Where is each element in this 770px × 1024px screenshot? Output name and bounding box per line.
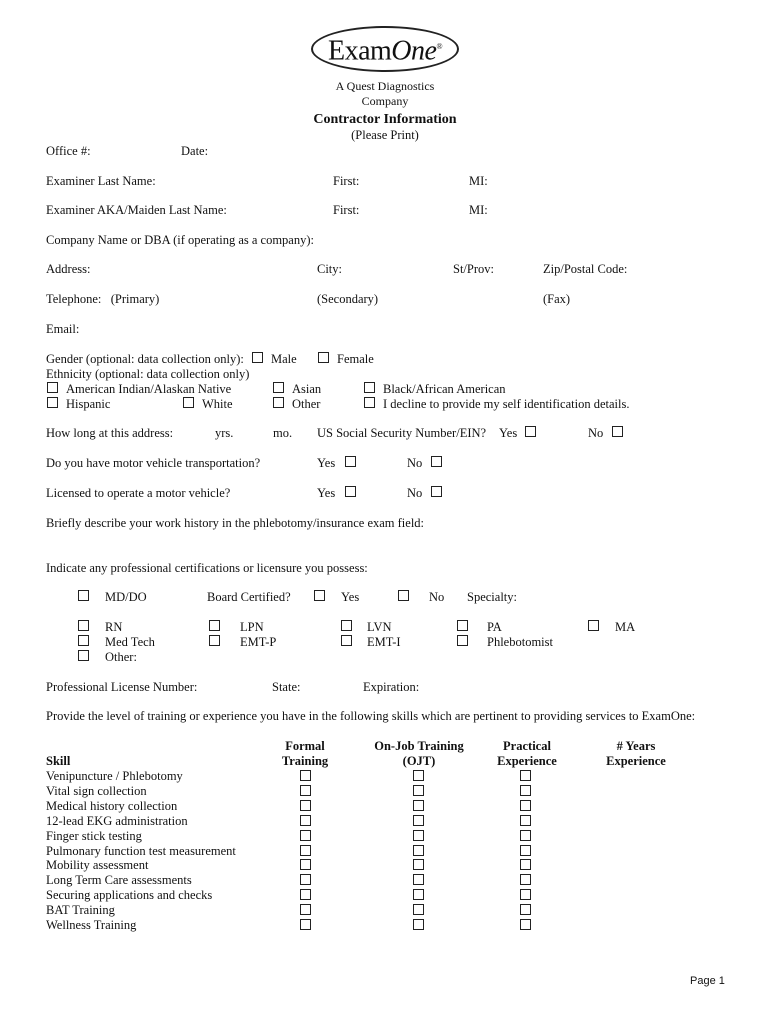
logo-exam: Exam xyxy=(327,35,392,67)
practical-experience-checkbox[interactable] xyxy=(520,845,531,856)
skill-label: Venipuncture / Phlebotomy xyxy=(46,769,183,783)
work-history-label: Briefly describe your work history in the phlebotomy/insurance exam field: xyxy=(46,516,425,530)
ojt-checkbox[interactable] xyxy=(413,874,424,885)
practical-experience-checkbox[interactable] xyxy=(520,785,531,796)
cert-rn-checkbox[interactable] xyxy=(78,620,89,631)
board-certified-yes-checkbox[interactable] xyxy=(314,590,325,601)
cert-phlebotomist-label: Phlebotomist xyxy=(487,635,553,649)
transport-no-label: No xyxy=(407,456,423,470)
ojt-checkbox[interactable] xyxy=(413,919,424,930)
ssn-yes-label: Yes xyxy=(499,426,518,440)
certifications-label: Indicate any professional certifications or licensure you possess: xyxy=(46,561,368,575)
skill-label: Long Term Care assessments xyxy=(46,873,192,887)
date-label: Date: xyxy=(181,144,209,158)
ethnicity-asian-label: Asian xyxy=(292,382,322,396)
licensed-yes-checkbox[interactable] xyxy=(345,486,356,497)
aka-last-name-label: Examiner AKA/Maiden Last Name: xyxy=(46,203,227,217)
ethnicity-label: Ethnicity (optional: data collection only) xyxy=(46,367,250,381)
ssn-yes-checkbox[interactable] xyxy=(525,426,536,437)
ethnicity-white-label: White xyxy=(202,397,233,411)
formal-training-checkbox[interactable] xyxy=(300,859,311,870)
license-state-label: State: xyxy=(272,680,301,694)
board-certified-no-checkbox[interactable] xyxy=(398,590,409,601)
ethnicity-white-checkbox[interactable] xyxy=(183,397,194,408)
skill-label: Vital sign collection xyxy=(46,784,147,798)
years-label: yrs. xyxy=(215,426,234,440)
cert-lvn-label: LVN xyxy=(367,620,392,634)
ethnicity-american-indian-checkbox[interactable] xyxy=(47,382,58,393)
telephone-label: Telephone: (Primary) xyxy=(46,292,160,306)
ojt-header-line1: On-Job Training xyxy=(374,739,464,753)
st-prov-label: St/Prov: xyxy=(453,262,494,276)
transport-yes-checkbox[interactable] xyxy=(345,456,356,467)
transport-yes-label: Yes xyxy=(317,456,336,470)
license-expiration-label: Expiration: xyxy=(363,680,420,694)
cert-ma-checkbox[interactable] xyxy=(588,620,599,631)
practical-experience-checkbox[interactable] xyxy=(520,815,531,826)
cert-med-tech-label: Med Tech xyxy=(105,635,155,649)
skill-label: Wellness Training xyxy=(46,918,137,932)
aka-first-name-label: First: xyxy=(333,203,360,217)
cert-emt-i-checkbox[interactable] xyxy=(341,635,352,646)
cert-lpn-checkbox[interactable] xyxy=(209,620,220,631)
skill-header: Skill xyxy=(46,754,71,768)
cert-pa-checkbox[interactable] xyxy=(457,620,468,631)
ojt-checkbox[interactable] xyxy=(413,904,424,915)
practical-experience-checkbox[interactable] xyxy=(520,770,531,781)
ethnicity-other-label: Other xyxy=(292,397,321,411)
board-certified-yes-label: Yes xyxy=(341,590,360,604)
formal-header-line1: Formal xyxy=(285,739,325,753)
cert-emt-i-label: EMT-I xyxy=(367,635,401,649)
ssn-no-checkbox[interactable] xyxy=(612,426,623,437)
address-label: Address: xyxy=(46,262,91,276)
ethnicity-decline-label: I decline to provide my self identification details. xyxy=(383,397,630,411)
ethnicity-decline-checkbox[interactable] xyxy=(364,397,375,408)
cert-pa-label: PA xyxy=(487,620,502,634)
formal-header-line2: Training xyxy=(281,754,329,768)
fax-label: (Fax) xyxy=(543,292,571,306)
aka-mi-label: MI: xyxy=(469,203,488,217)
formal-training-checkbox[interactable] xyxy=(300,815,311,826)
formal-training-checkbox[interactable] xyxy=(300,919,311,930)
company-label: Company Name or DBA (if operating as a company): xyxy=(46,233,314,247)
cert-phlebotomist-checkbox[interactable] xyxy=(457,635,468,646)
ojt-checkbox[interactable] xyxy=(413,800,424,811)
licensed-yes-label: Yes xyxy=(317,486,336,500)
page-number: Page 1 xyxy=(690,975,725,987)
board-certified-no-label: No xyxy=(429,590,445,604)
skill-label: BAT Training xyxy=(46,903,115,917)
gender-label: Gender (optional: data collection only): xyxy=(46,352,244,366)
months-label: mo. xyxy=(273,426,293,440)
gender-male-label: Male xyxy=(271,352,297,366)
page-title: Contractor Information xyxy=(313,112,457,127)
ethnicity-black-checkbox[interactable] xyxy=(364,382,375,393)
ethnicity-black-label: Black/African American xyxy=(383,382,506,396)
practical-experience-checkbox[interactable] xyxy=(520,859,531,870)
logo-registered: ® xyxy=(436,42,443,51)
skill-label: 12-lead EKG administration xyxy=(46,814,188,828)
skill-label: Pulmonary function test measurement xyxy=(46,844,236,858)
board-certified-label: Board Certified? xyxy=(207,590,291,604)
practical-experience-checkbox[interactable] xyxy=(520,904,531,915)
ethnicity-hispanic-checkbox[interactable] xyxy=(47,397,58,408)
skill-label: Mobility assessment xyxy=(46,858,149,872)
practical-experience-checkbox[interactable] xyxy=(520,800,531,811)
licensed-no-checkbox[interactable] xyxy=(431,486,442,497)
ojt-checkbox[interactable] xyxy=(413,859,424,870)
ssn-label: US Social Security Number/EIN? xyxy=(317,426,487,440)
mi-label: MI: xyxy=(469,174,488,188)
specialty-label: Specialty: xyxy=(467,590,517,604)
logo-one: One xyxy=(391,35,437,67)
first-name-label: First: xyxy=(333,174,360,188)
practical-experience-checkbox[interactable] xyxy=(520,874,531,885)
ojt-checkbox[interactable] xyxy=(413,889,424,900)
formal-training-checkbox[interactable] xyxy=(300,785,311,796)
cert-other-label: Other: xyxy=(105,650,137,664)
ethnicity-american-indian-label: American Indian/Alaskan Native xyxy=(66,382,232,396)
cert-emt-p-checkbox[interactable] xyxy=(209,635,220,646)
formal-training-checkbox[interactable] xyxy=(300,830,311,841)
practical-header-line1: Practical xyxy=(503,739,551,753)
practical-experience-checkbox[interactable] xyxy=(520,830,531,841)
page-subtitle: (Please Print) xyxy=(351,128,419,142)
transport-no-checkbox[interactable] xyxy=(431,456,442,467)
formal-training-checkbox[interactable] xyxy=(300,845,311,856)
zip-label: Zip/Postal Code: xyxy=(543,262,628,276)
gender-female-label: Female xyxy=(337,352,374,366)
skill-label: Securing applications and checks xyxy=(46,888,213,902)
skill-label: Finger stick testing xyxy=(46,829,142,843)
gender-male-checkbox[interactable] xyxy=(252,352,263,363)
practical-experience-checkbox[interactable] xyxy=(520,919,531,930)
cert-lvn-checkbox[interactable] xyxy=(341,620,352,631)
formal-training-checkbox[interactable] xyxy=(300,800,311,811)
licensed-label: Licensed to operate a motor vehicle? xyxy=(46,486,231,500)
cert-ma-label: MA xyxy=(615,620,636,634)
examiner-last-name-label: Examiner Last Name: xyxy=(46,174,156,188)
licensed-no-label: No xyxy=(407,486,423,500)
ojt-checkbox[interactable] xyxy=(413,845,424,856)
license-number-label: Professional License Number: xyxy=(46,680,198,694)
cert-emt-p-label: EMT-P xyxy=(240,635,277,649)
cert-rn-label: RN xyxy=(105,620,123,634)
practical-experience-checkbox[interactable] xyxy=(520,889,531,900)
ethnicity-other-checkbox[interactable] xyxy=(273,397,284,408)
practical-header-line2: Experience xyxy=(497,754,557,768)
training-intro: Provide the level of training or experience you have in the following skills which are pertinent to providing services to ExamOne: xyxy=(46,709,696,723)
skill-label: Medical history collection xyxy=(46,799,178,813)
logo-wordmark xyxy=(311,30,459,68)
years-header-line1: # Years xyxy=(616,739,656,753)
ethnicity-asian-checkbox[interactable] xyxy=(273,382,284,393)
cert-other-checkbox[interactable] xyxy=(78,650,89,661)
address-duration-label: How long at this address: xyxy=(46,426,174,440)
formal-training-checkbox[interactable] xyxy=(300,889,311,900)
logo-tagline: A Quest Diagnostics Company xyxy=(335,79,435,108)
office-label: Office #: xyxy=(46,144,91,158)
formal-training-checkbox[interactable] xyxy=(300,904,311,915)
cert-md-do-label: MD/DO xyxy=(105,590,147,604)
formal-training-checkbox[interactable] xyxy=(300,874,311,885)
ojt-checkbox[interactable] xyxy=(413,815,424,826)
gender-female-checkbox[interactable] xyxy=(318,352,329,363)
ojt-checkbox[interactable] xyxy=(413,785,424,796)
ssn-no-label: No xyxy=(588,426,604,440)
formal-training-checkbox[interactable] xyxy=(300,770,311,781)
transport-label: Do you have motor vehicle transportation? xyxy=(46,456,261,470)
ethnicity-hispanic-label: Hispanic xyxy=(66,397,111,411)
years-header-line2: Experience xyxy=(606,754,666,768)
city-label: City: xyxy=(317,262,343,276)
cert-med-tech-checkbox[interactable] xyxy=(78,635,89,646)
secondary-phone-label: (Secondary) xyxy=(317,292,379,306)
ojt-checkbox[interactable] xyxy=(413,830,424,841)
ojt-header-line2: (OJT) xyxy=(402,754,436,768)
cert-lpn-label: LPN xyxy=(240,620,264,634)
ojt-checkbox[interactable] xyxy=(413,770,424,781)
email-label: Email: xyxy=(46,322,80,336)
cert-md-do-checkbox[interactable] xyxy=(78,590,89,601)
